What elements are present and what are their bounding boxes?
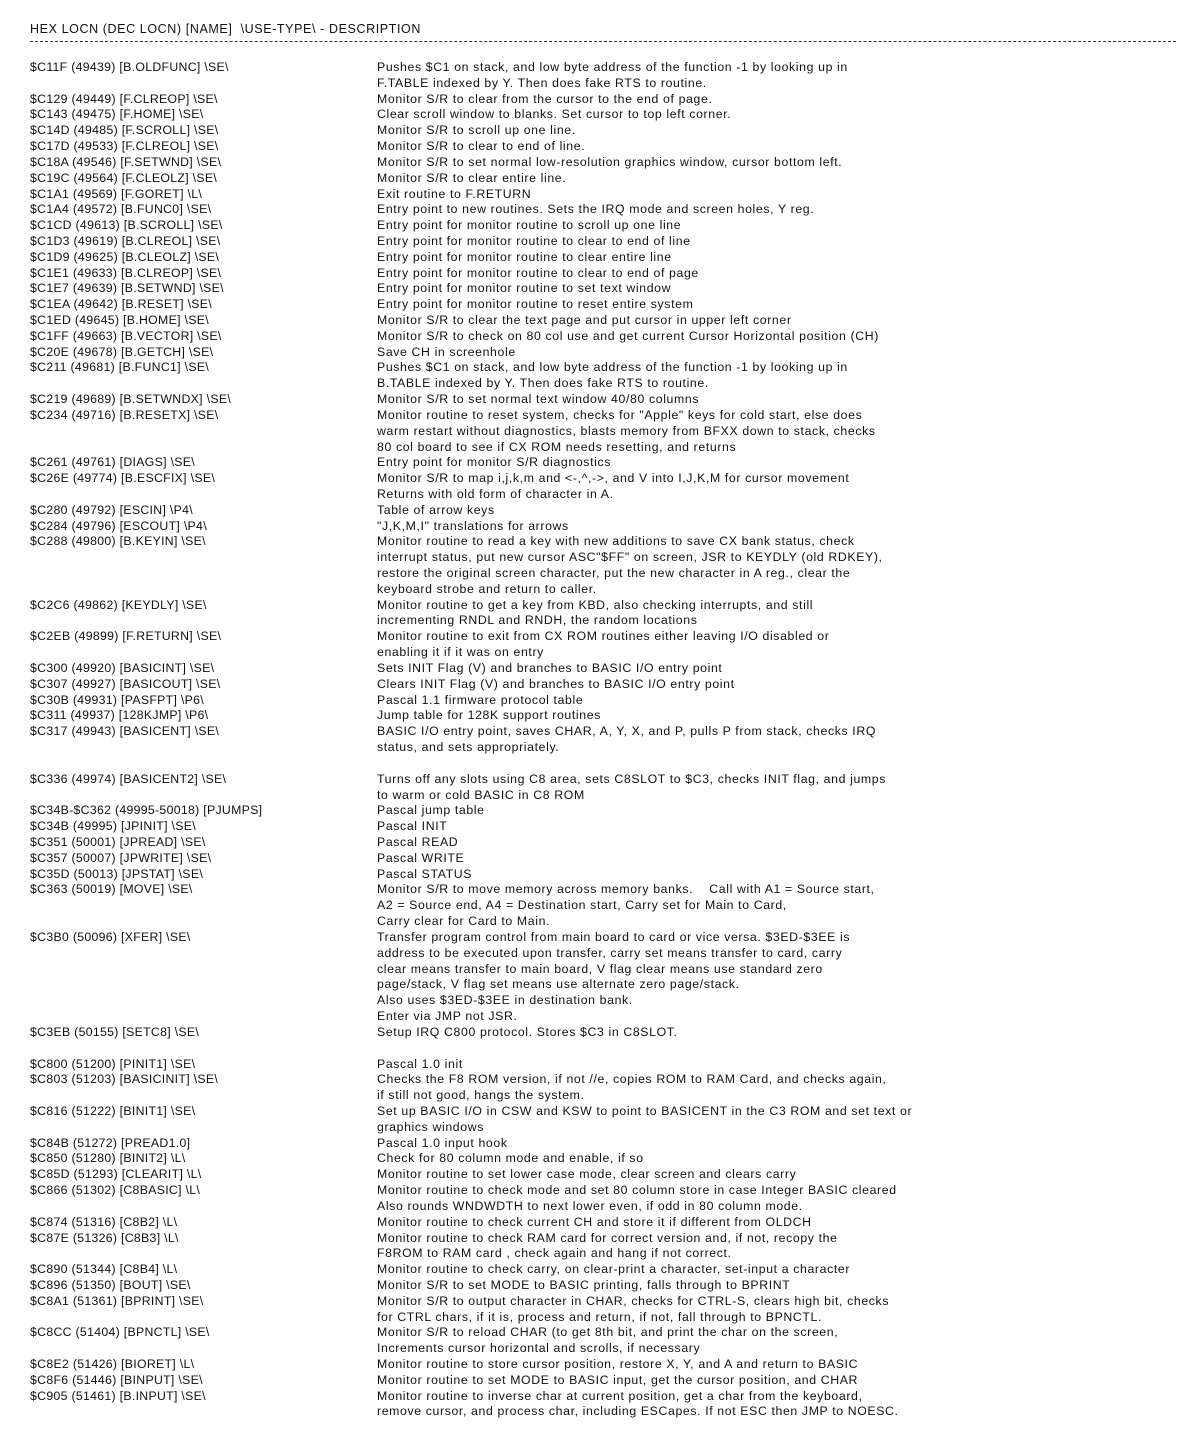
entry-row [30, 629, 1180, 661]
description-line: Pascal 1.1 firmware protocol table [377, 692, 584, 707]
entry-description [377, 329, 1180, 345]
entry-description [377, 155, 1180, 171]
description-line: Monitor S/R to set MODE to BASIC printing, falls through to BPRINT [377, 1277, 791, 1292]
description-line: Transfer program control from main board to card or vice versa. $3ED-$3EE is [377, 929, 851, 944]
entry-location: $C317 (49943) [BASICENT] \SE\ [30, 724, 220, 739]
description-line: Pascal jump table [377, 803, 485, 818]
entry-description [377, 1104, 1180, 1136]
entry-row [30, 835, 1180, 851]
entry-location: $C800 (51200) [PINIT1] \SE\ [30, 1056, 196, 1071]
entry-description [377, 92, 1180, 108]
entry-row [30, 1104, 1180, 1136]
entry-description [377, 1025, 1180, 1041]
entry-row [30, 455, 1180, 471]
description-line: Returns with old form of character in A. [377, 486, 614, 501]
entry-description [377, 171, 1180, 187]
description-line: keyboard strobe and return to caller. [377, 581, 597, 596]
description-line: Exit routine to F.RETURN [377, 186, 532, 201]
entry-row [30, 1373, 1180, 1389]
entry-row [30, 1278, 1180, 1294]
description-line: Clear scroll window to blanks. Set cursor to top left corner. [377, 107, 732, 122]
description-line: Monitor routine to get a key from KBD, also checking interrupts, and still [377, 597, 814, 612]
entry-description [377, 503, 1180, 519]
entry-row [30, 803, 1180, 819]
entry-row [30, 1262, 1180, 1278]
entry-location: $C35D (50013) [JPSTAT] \SE\ [30, 866, 204, 881]
entry-location: $C866 (51302) [C8BASIC] \L\ [30, 1183, 201, 1198]
entry-location: $C8E2 (51426) [BIORET] \L\ [30, 1357, 195, 1371]
description-line: Pushes $C1 on stack, and low byte address of the function -1 by looking up in [377, 360, 848, 375]
entry-row [30, 313, 1180, 329]
entry-row [30, 1025, 1180, 1041]
entry-location: $C85D (51293) [CLEARIT] \L\ [30, 1167, 202, 1182]
entry-location: $C280 (49792) [ESCIN] \P4\ [30, 502, 193, 517]
description-line: warm restart without diagnostics, blasts memory from BFXX down to stack, checks [377, 423, 876, 438]
description-line: F.TABLE indexed by Y. Then does fake RTS to routine. [377, 75, 707, 90]
entry-description [377, 1167, 1180, 1183]
description-line: Monitor routine to check carry, on clear-print a character, set-input a character [377, 1262, 851, 1277]
description-line: clear means transfer to main board, V flag clear means use standard zero [377, 961, 823, 976]
entry-description [377, 1136, 1180, 1152]
entry-row [30, 202, 1180, 218]
description-line: Pushes $C1 on stack, and low byte address of the function -1 by looking up in [377, 60, 848, 74]
description-line: Monitor routine to check mode and set 80 column store in case Integer BASIC cleared [377, 1183, 897, 1198]
entry-location: $C890 (51344) [C8B4] \L\ [30, 1262, 178, 1277]
entry-location: $C34B (49995) [JPINIT] \SE\ [30, 819, 196, 834]
entry-description [377, 250, 1180, 266]
entry-row [30, 360, 1180, 392]
entry-row [30, 171, 1180, 187]
description-line: to warm or cold BASIC in C8 ROM [377, 787, 585, 802]
header-divider [30, 41, 1176, 42]
entry-description [377, 471, 1180, 503]
entry-row [30, 693, 1180, 709]
description-line: Entry point for monitor routine to scroll up one line [377, 218, 682, 233]
description-line: for CTRL chars, if it is, process and return, if not, fall through to BPNCTL. [377, 1309, 823, 1324]
entry-location: $C261 (49761) [DIAGS] \SE\ [30, 455, 196, 470]
entry-location: $C1E7 (49639) [B.SETWND] \SE\ [30, 281, 224, 296]
entry-location: $C850 (51280) [BINIT2] \L\ [30, 1151, 186, 1166]
description-line: Monitor routine to set MODE to BASIC input, get the cursor position, and CHAR [377, 1372, 859, 1387]
description-line: Entry point for monitor routine to clear to end of page [377, 265, 699, 280]
entry-row [30, 1057, 1180, 1073]
entry-location: $C288 (49800) [B.KEYIN] \SE\ [30, 534, 206, 549]
description-line: Monitor routine to inverse char at current position, get a char from the keyboard, [377, 1388, 863, 1403]
description-line: Pascal 1.0 input hook [377, 1135, 508, 1150]
description-line: address to be executed upon transfer, carry set means transfer to card, carry [377, 945, 843, 960]
entry-row [30, 851, 1180, 867]
description-line: Monitor routine to set lower case mode, clear screen and clears carry [377, 1167, 797, 1182]
entry-description [377, 139, 1180, 155]
description-line: Monitor routine to check RAM card for correct version and, if not, recopy the [377, 1230, 838, 1245]
entry-row [30, 1389, 1180, 1421]
entry-row [30, 772, 1180, 804]
entry-description [377, 1183, 1180, 1215]
entry-location: $C26E (49774) [B.ESCFIX] \SE\ [30, 471, 216, 486]
description-line: status, and sets appropriately. [377, 739, 560, 754]
entry-row [30, 677, 1180, 693]
entry-description [377, 1215, 1180, 1231]
description-line: Sets INIT Flag (V) and branches to BASIC I/O entry point [377, 660, 723, 675]
entry-location: $C357 (50007) [JPWRITE] \SE\ [30, 850, 212, 865]
entry-row [30, 266, 1180, 282]
entry-location: $C336 (49974) [BASICENT2] \SE\ [30, 771, 227, 786]
description-line: Pascal READ [377, 835, 459, 849]
description-line: Monitor routine to read a key with new additions to save CX bank status, check [377, 534, 855, 549]
entry-description [377, 360, 1180, 392]
entry-location: $C300 (49920) [BASICINT] \SE\ [30, 660, 215, 675]
description-line: A2 = Source end, A4 = Destination start, Carry set for Main to Card, [377, 898, 787, 913]
entry-row [30, 187, 1180, 203]
entry-row [30, 819, 1180, 835]
description-line: "J,K,M,I" translations for arrows [377, 518, 569, 533]
entry-description [377, 297, 1180, 313]
entry-location: $C2C6 (49862) [KEYDLY] \SE\ [30, 597, 207, 612]
description-line: Save CH in screenhole [377, 344, 516, 359]
entry-location: $C143 (49475) [F.HOME] \SE\ [30, 107, 204, 122]
entry-description [377, 1357, 1180, 1373]
description-line: Increments cursor horizontal and scrolls, if necessary [377, 1341, 701, 1356]
entry-location: $C816 (51222) [BINIT1] \SE\ [30, 1104, 196, 1118]
entry-description [377, 882, 1180, 929]
entry-row [30, 329, 1180, 345]
entry-row [30, 1183, 1180, 1215]
entry-row [30, 92, 1180, 108]
entry-row [30, 1136, 1180, 1152]
entry-row [30, 1231, 1180, 1263]
entry-description [377, 819, 1180, 835]
entry-location: $C14D (49485) [F.SCROLL] \SE\ [30, 123, 219, 138]
entry-location: $C874 (51316) [C8B2] \L\ [30, 1214, 178, 1229]
entry-location: $C1FF (49663) [B.VECTOR] \SE\ [30, 328, 222, 343]
description-line: Also uses $3ED-$3EE in destination bank. [377, 993, 633, 1008]
entry-description [377, 60, 1180, 92]
entry-description [377, 1325, 1180, 1357]
entry-row [30, 281, 1180, 297]
entry-description [377, 724, 1180, 756]
entry-description [377, 234, 1180, 250]
entry-location: $C8F6 (51446) [BINPUT] \SE\ [30, 1372, 203, 1387]
description-line: Monitor S/R to scroll up one line. [377, 123, 576, 138]
entry-description [377, 629, 1180, 661]
entry-location: $C3EB (50155) [SETC8] \SE\ [30, 1024, 200, 1039]
entry-description [377, 123, 1180, 139]
entry-location: $C3B0 (50096) [XFER] \SE\ [30, 929, 191, 944]
entry-location: $C34B-$C362 (49995-50018) [PJUMPS] [30, 803, 263, 818]
description-line: Turns off any slots using C8 area, sets C8SLOT to $C3, checks INIT flag, and jumps [377, 771, 887, 786]
description-line: Entry point for monitor routine to set text window [377, 281, 672, 296]
entry-location: $C20E (49678) [B.GETCH] \SE\ [30, 344, 214, 359]
description-line: Pascal WRITE [377, 850, 465, 865]
entry-row [30, 1325, 1180, 1357]
description-line: interrupt status, put new cursor ASC"$FF" on screen, JSR to KEYDLY (old RDKEY), [377, 550, 883, 565]
description-line: F8ROM to RAM card , check again and hang if not correct. [377, 1246, 732, 1261]
description-line: restore the original screen character, put the new character in A reg., clear the [377, 566, 851, 580]
entry-location: $C87E (51326) [C8B3] \L\ [30, 1230, 179, 1245]
entry-description [377, 772, 1180, 804]
column-header: HEX LOCN (DEC LOCN) [NAME] \USE-TYPE\ - DESCRIPTION [30, 22, 421, 36]
description-line: Monitor S/R to clear entire line. [377, 170, 567, 185]
entry-row [30, 882, 1180, 929]
description-line: BASIC I/O entry point, saves CHAR, A, Y, X, and P, pulls P from stack, checks IRQ [377, 724, 877, 739]
entry-location: $C1A4 (49572) [B.FUNC0] \SE\ [30, 202, 212, 217]
entry-location: $C19C (49564) [F.CLEOLZ] \SE\ [30, 170, 218, 185]
entry-row [30, 503, 1180, 519]
entry-location: $C84B (51272) [PREAD1.0] [30, 1135, 191, 1150]
entry-row [30, 867, 1180, 883]
entry-row [30, 724, 1180, 756]
entry-location: $C803 (51203) [BASICINIT] \SE\ [30, 1072, 219, 1087]
entry-location: $C129 (49449) [F.CLREOP] \SE\ [30, 91, 218, 106]
entry-description [377, 1373, 1180, 1389]
entry-description [377, 392, 1180, 408]
entry-description [377, 1294, 1180, 1326]
entry-description [377, 266, 1180, 282]
description-line: Setup IRQ C800 protocol. Stores $C3 in C8SLOT. [377, 1024, 678, 1039]
entry-description [377, 1262, 1180, 1278]
entry-row [30, 598, 1180, 630]
entry-row [30, 1072, 1180, 1104]
entry-row [30, 1167, 1180, 1183]
description-line: Entry point for monitor routine to clear to end of line [377, 233, 691, 248]
entry-row [30, 1215, 1180, 1231]
entry-row [30, 139, 1180, 155]
description-line: Monitor S/R to move memory across memory banks. Call with A1 = Source start, [377, 882, 875, 897]
entry-row [30, 250, 1180, 266]
entry-description [377, 708, 1180, 724]
entry-description [377, 534, 1180, 597]
entry-row [30, 708, 1180, 724]
description-line: Monitor routine to exit from CX ROM routines either leaving I/O disabled or [377, 629, 830, 644]
description-line: incrementing RNDL and RNDH, the random locations [377, 613, 698, 628]
description-line: Clears INIT Flag (V) and branches to BASIC I/O entry point [377, 676, 735, 691]
entry-row [30, 123, 1180, 139]
entry-description [377, 1057, 1180, 1073]
entry-description [377, 202, 1180, 218]
entry-row [30, 392, 1180, 408]
description-line: graphics windows [377, 1119, 484, 1134]
description-line: Monitor S/R to set normal text window 40/80 columns [377, 392, 700, 407]
entry-description [377, 107, 1180, 123]
entry-description [377, 218, 1180, 234]
entry-location: $C1A1 (49569) [F.GORET] \L\ [30, 186, 203, 201]
entry-location: $C219 (49689) [B.SETWNDX] \SE\ [30, 392, 232, 407]
entry-row [30, 155, 1180, 171]
description-line: Monitor routine to reset system, checks for "Apple" keys for cold start, else does [377, 407, 863, 422]
description-line: Monitor routine to check current CH and store it if different from OLDCH [377, 1214, 812, 1229]
description-line: if still not good, hangs the system. [377, 1088, 585, 1103]
description-line: remove cursor, and process char, including ESCapes. If not ESC then JMP to NOESC. [377, 1404, 899, 1419]
entry-row [30, 408, 1180, 455]
description-line: Monitor S/R to map i,j,k,m and <-,^,->, and V into I,J,K,M for cursor movement [377, 471, 850, 486]
entry-location: $C11F (49439) [B.OLDFUNC] \SE\ [30, 60, 229, 74]
entry-description [377, 281, 1180, 297]
entry-location: $C18A (49546) [F.SETWND] \SE\ [30, 154, 222, 169]
entry-row [30, 661, 1180, 677]
description-line: Monitor S/R to clear from the cursor to the end of page. [377, 91, 713, 106]
entry-description [377, 677, 1180, 693]
description-line: Carry clear for Card to Main. [377, 914, 551, 929]
entry-row [30, 534, 1180, 597]
entry-location: $C284 (49796) [ESCOUT] \P4\ [30, 518, 207, 533]
entry-row [30, 345, 1180, 361]
entry-description [377, 1231, 1180, 1263]
description-line: Pascal 1.0 init [377, 1056, 463, 1071]
entry-row [30, 297, 1180, 313]
description-line: B.TABLE indexed by Y. Then does fake RTS to routine. [377, 376, 709, 391]
description-line: Monitor S/R to check on 80 col use and get current Cursor Horizontal position (CH) [377, 328, 879, 343]
entry-description [377, 1389, 1180, 1421]
description-line: Set up BASIC I/O in CSW and KSW to point to BASICENT in the C3 ROM and set text or [377, 1104, 913, 1118]
description-line: Monitor S/R to clear the text page and put cursor in upper left corner [377, 313, 792, 327]
description-line: Monitor S/R to clear to end of line. [377, 139, 586, 154]
entry-description [377, 661, 1180, 677]
entry-row [30, 1151, 1180, 1167]
entry-row [30, 218, 1180, 234]
description-line: Checks the F8 ROM version, if not //e, copies ROM to RAM Card, and checks again, [377, 1072, 887, 1087]
entry-row [30, 234, 1180, 250]
entry-description [377, 803, 1180, 819]
description-line: page/stack, V flag set means use alternate zero page/stack. [377, 977, 740, 992]
description-line: Monitor S/R to reload CHAR (to get 8th bit, and print the char on the screen, [377, 1325, 839, 1340]
entry-description [377, 867, 1180, 883]
entry-description [377, 693, 1180, 709]
description-line: Enter via JMP not JSR. [377, 1008, 518, 1023]
entry-location: $C896 (51350) [BOUT] \SE\ [30, 1277, 191, 1292]
entry-description [377, 519, 1180, 535]
entry-location: $C363 (50019) [MOVE] \SE\ [30, 882, 193, 897]
description-line: Check for 80 column mode and enable, if so [377, 1151, 644, 1166]
entry-description [377, 930, 1180, 1025]
description-line: Also rounds WNDWDTH to next lower even, if odd in 80 column mode. [377, 1198, 803, 1213]
entry-location: $C1D3 (49619) [B.CLREOL] \SE\ [30, 233, 221, 248]
entry-description [377, 598, 1180, 630]
description-line: Pascal STATUS [377, 866, 473, 881]
entry-location: $C1CD (49613) [B.SCROLL] \SE\ [30, 218, 223, 233]
entry-description [377, 1151, 1180, 1167]
entry-description [377, 408, 1180, 455]
description-line: Monitor S/R to set normal low-resolution graphics window, cursor bottom left. [377, 154, 843, 169]
entry-description [377, 313, 1180, 329]
description-line: Monitor routine to store cursor position, restore X, Y, and A and return to BASIC [377, 1357, 859, 1371]
description-line: Entry point for monitor routine to clear entire line [377, 249, 672, 264]
entry-location: $C30B (49931) [PASFPT] \P6\ [30, 692, 204, 707]
entry-row [30, 519, 1180, 535]
entry-location: $C351 (50001) [JPREAD] \SE\ [30, 835, 206, 849]
description-line: Entry point for monitor S/R diagnostics [377, 455, 612, 470]
entry-description [377, 851, 1180, 867]
entry-location: $C2EB (49899) [F.RETURN] \SE\ [30, 629, 222, 644]
entry-location: $C8CC (51404) [BPNCTL] \SE\ [30, 1325, 210, 1340]
entry-location: $C234 (49716) [B.RESETX] \SE\ [30, 407, 219, 422]
entry-location: $C211 (49681) [B.FUNC1] \SE\ [30, 360, 210, 375]
description-line: 80 col board to see if CX ROM needs resetting, and returns [377, 439, 737, 454]
entry-list [30, 60, 1180, 1420]
entry-description [377, 455, 1180, 471]
description-line: Table of arrow keys [377, 502, 495, 517]
entry-description [377, 1278, 1180, 1294]
entry-location: $C311 (49937) [128KJMP] \P6\ [30, 708, 209, 723]
entry-location: $C1E1 (49633) [B.CLREOP] \SE\ [30, 265, 222, 280]
entry-location: $C1EA (49642) [B.RESET] \SE\ [30, 297, 213, 312]
entry-location: $C1ED (49645) [B.HOME] \SE\ [30, 313, 209, 327]
entry-row [30, 107, 1180, 123]
description-line: enabling it if it was on entry [377, 645, 544, 660]
description-line: Jump table for 128K support routines [377, 708, 601, 723]
description-line: Entry point for monitor routine to reset entire system [377, 297, 694, 312]
entry-location: $C905 (51461) [B.INPUT] \SE\ [30, 1388, 206, 1403]
entry-description [377, 187, 1180, 203]
entry-description [377, 1072, 1180, 1104]
description-line: Entry point to new routines. Sets the IRQ mode and screen holes, Y reg. [377, 202, 815, 217]
entry-location: $C17D (49533) [F.CLREOL] \SE\ [30, 139, 219, 154]
entry-description [377, 345, 1180, 361]
entry-location: $C8A1 (51361) [BPRINT] \SE\ [30, 1293, 204, 1308]
entry-row [30, 1294, 1180, 1326]
entry-location: $C307 (49927) [BASICOUT] \SE\ [30, 676, 221, 691]
entry-row [30, 471, 1180, 503]
description-line: Monitor S/R to output character in CHAR, checks for CTRL-S, clears high bit, checks [377, 1293, 890, 1308]
entry-row [30, 930, 1180, 1025]
entry-location: $C1D9 (49625) [B.CLEOLZ] \SE\ [30, 249, 220, 264]
entry-row [30, 1357, 1180, 1373]
entry-row [30, 60, 1180, 92]
description-line: Pascal INIT [377, 819, 448, 834]
entry-description [377, 835, 1180, 851]
